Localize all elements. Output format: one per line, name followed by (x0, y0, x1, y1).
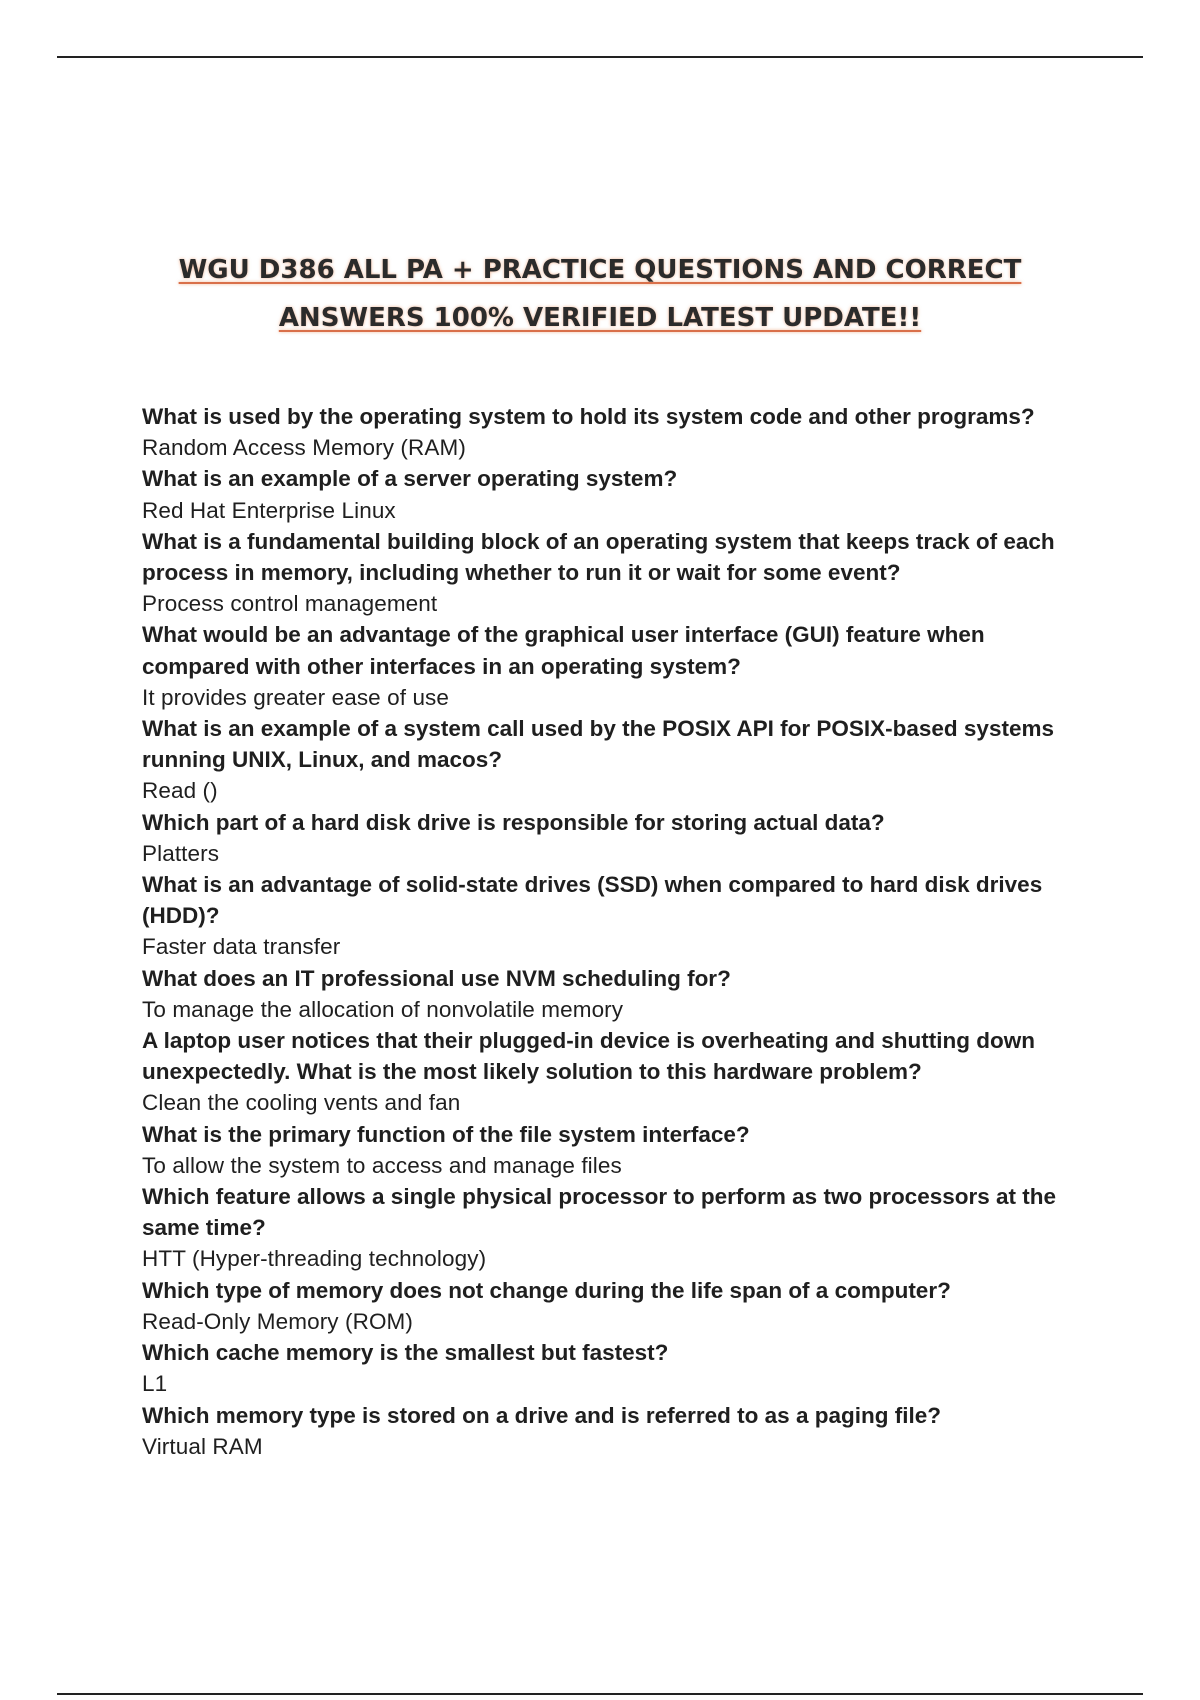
question-text: What does an IT professional use NVM scheduling for? (142, 965, 731, 991)
answer-text: Read-Only Memory (ROM) (142, 1308, 413, 1334)
answer-text: Read () (142, 778, 218, 804)
answer-text: To allow the system to access and manage files (142, 1152, 622, 1178)
answer-text: Clean the cooling vents and fan (142, 1090, 461, 1116)
question-text: What is a fundamental building block of an operating system that keeps track of each process in memory, including whether to run it or wait for some event? (142, 528, 1055, 586)
question-text: Which part of a hard disk drive is responsible for storing actual data? (142, 809, 885, 835)
answer-text: Virtual RAM (142, 1433, 263, 1459)
question-text: What would be an advantage of the graphical user interface (GUI) feature when compared with other interfaces in an operating system? (142, 622, 985, 679)
answer-text: Platters (142, 840, 220, 866)
question-text: What is an example of a system call used by the POSIX API for POSIX-based systems running UNIX, Linux, and macos? (142, 716, 1054, 773)
answer-text: Faster data transfer (142, 934, 341, 960)
title-line: ANSWERS 100% VERIFIED LATEST UPDATE!! (278, 303, 922, 333)
answer-text: Random Access Memory (RAM) (142, 435, 466, 461)
top-rule (57, 56, 1143, 58)
question-text: Which type of memory does not change during the life span of a computer? (142, 1277, 951, 1303)
answer-text: Red Hat Enterprise Linux (142, 497, 396, 523)
bottom-rule (57, 1693, 1143, 1695)
question-text: What is the primary function of the file system interface? (142, 1121, 750, 1147)
qa-list (142, 401, 1082, 1462)
question-text: Which feature allows a single physical processor to perform as two processors at the same time? (142, 1184, 1057, 1241)
answer-text: HTT (Hyper-threading technology) (142, 1246, 487, 1272)
question-text: Which memory type is stored on a drive and is referred to as a paging file? (142, 1402, 941, 1428)
answer-text: Process control management (142, 591, 438, 617)
question-text: What is used by the operating system to hold its system code and other programs? (142, 404, 1035, 429)
answer-text: It provides greater ease of use (142, 684, 450, 710)
question-text: Which cache memory is the smallest but fastest? (142, 1340, 669, 1366)
question-text: What is an advantage of solid-state drives (SSD) when compared to hard disk drives (HDD)? (142, 872, 1043, 929)
question-text: What is an example of a server operating system? (142, 466, 678, 492)
answer-text: L1 (142, 1371, 168, 1397)
answer-text: To manage the allocation of nonvolatile memory (142, 996, 624, 1022)
question-text: A laptop user notices that their plugged-in device is overheating and shutting down unexpectedly. What is the most likely solution to this hardware problem? (142, 1028, 1035, 1085)
document-title (0, 246, 1200, 342)
title-line: WGU D386 ALL PA + PRACTICE QUESTIONS AND CORRECT (178, 255, 1022, 285)
